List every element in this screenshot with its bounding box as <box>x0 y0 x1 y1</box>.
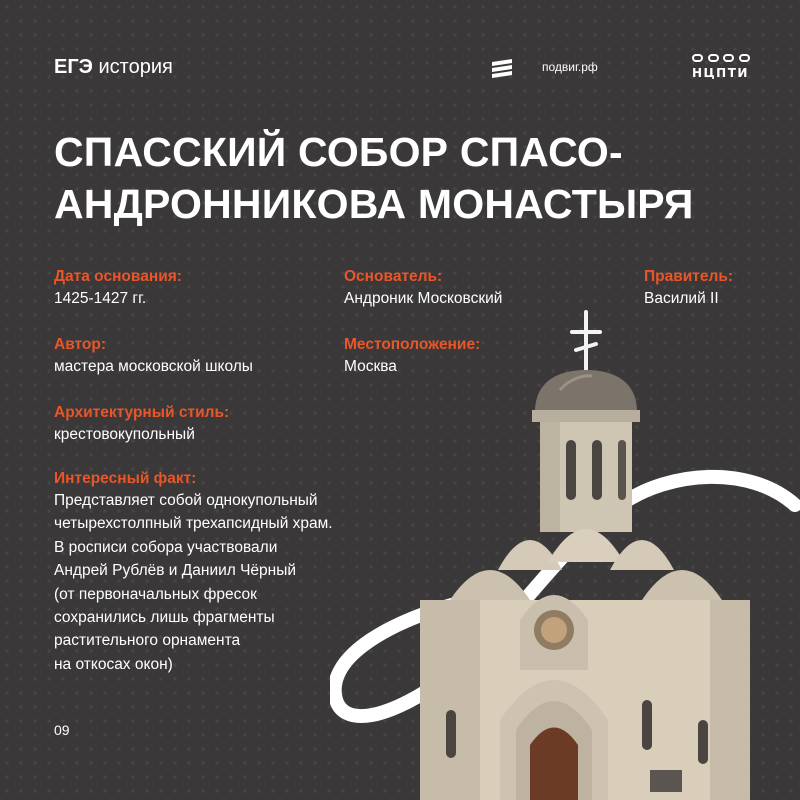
title-line-1: СПАССКИЙ СОБОР СПАСО- <box>54 129 623 175</box>
fact-line: четырехстолпный трехапсидный храм. <box>54 515 333 533</box>
partner-logo-text: НЦПТИ <box>692 66 749 80</box>
title-line-2: АНДРОННИКОВА МОНАСТЫРЯ <box>54 181 694 227</box>
brand-bold: ЕГЭ <box>54 56 93 78</box>
field-ruler-label: Правитель: <box>644 268 734 285</box>
field-style-label: Архитектурный стиль: <box>54 404 230 421</box>
cross <box>572 312 600 372</box>
fact-line: сохранились лишь фрагменты <box>54 609 275 627</box>
brand-text: история <box>98 56 173 78</box>
fact-line: В росписи собора участвовали <box>54 538 278 556</box>
field-author <box>54 334 253 378</box>
field-founder-label: Основатель: <box>344 268 443 285</box>
field-ruler <box>644 266 733 310</box>
stripes-logo-icon <box>490 56 514 80</box>
field-author-label: Автор: <box>54 336 107 353</box>
field-founded-value: 1425-1427 гг. <box>54 290 147 307</box>
field-location-value: Москва <box>344 358 397 375</box>
field-fact-label: Интересный факт: <box>54 470 197 487</box>
site-label: подвиг.рф <box>542 60 598 74</box>
field-founder-value: Андроник Московский <box>344 290 503 307</box>
fact-line: Андрей Рублёв и Даниил Чёрный <box>54 562 297 580</box>
field-fact <box>54 468 333 676</box>
field-style <box>54 402 229 446</box>
field-style-value: крестовокупольный <box>54 426 195 443</box>
field-location <box>344 334 480 378</box>
partner-logos <box>490 56 750 82</box>
fact-text <box>54 489 333 676</box>
fact-line: растительного орнамента <box>54 632 241 650</box>
field-founder <box>344 266 502 310</box>
field-author-value: мастера московской школы <box>54 358 253 375</box>
page-number: 09 <box>54 722 70 738</box>
fact-line: Представляет собой однокупольный <box>54 492 318 509</box>
fact-line: (от первоначальных фресок <box>54 585 257 603</box>
brand-title <box>54 56 173 79</box>
field-ruler-value: Василий II <box>644 290 719 307</box>
field-location-label: Местоположение: <box>344 336 481 353</box>
page-title <box>54 126 774 230</box>
header <box>54 56 750 82</box>
fact-line: на откосах окон) <box>54 655 173 673</box>
field-founded <box>54 266 182 310</box>
field-founded-label: Дата основания: <box>54 268 182 285</box>
nupti-logo-icon <box>692 54 750 84</box>
